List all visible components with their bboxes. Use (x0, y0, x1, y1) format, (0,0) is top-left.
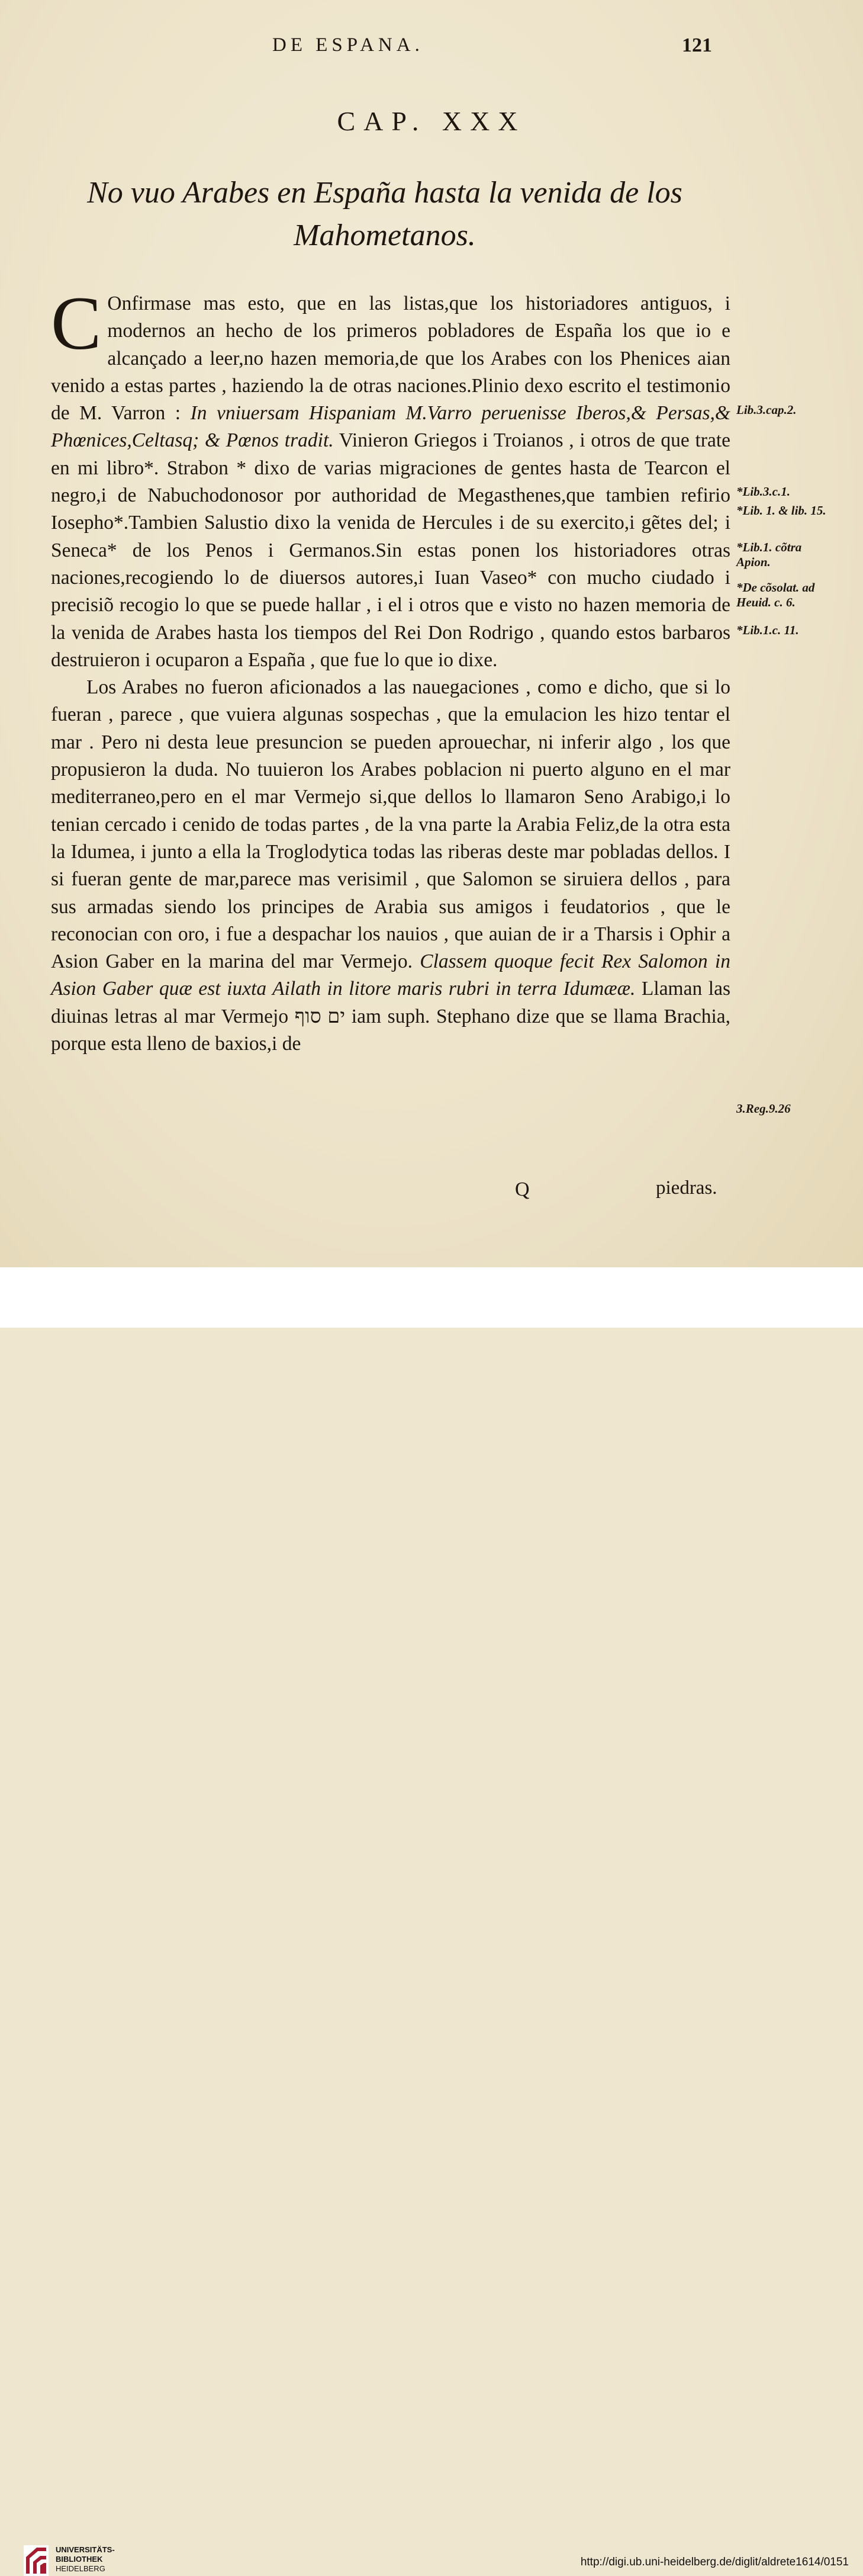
drop-cap: C (51, 281, 102, 365)
heading-line-1: No vuo Arabes en España hasta la venida de los (87, 176, 682, 210)
footer-bar (0, 1267, 863, 2573)
latin-quote-reg: Classem quoque fecit Rex Salomon in Asion Gaber quæ est iuxta Ailath in litore maris rubri in terra Idumææ. (51, 950, 730, 1000)
paragraph-1 (51, 281, 730, 674)
catch-mark: Q (515, 1178, 530, 1200)
margin-note: *Lib. 1. & lib. 15. (736, 503, 826, 518)
margin-note: *Lib.1.c. 11. (736, 623, 799, 637)
body-text (51, 281, 730, 1058)
hebrew-text: ים סוף (294, 1005, 346, 1027)
page-number: 121 (682, 34, 712, 56)
library-name-line-1: UNIVERSITÄTS- (56, 2545, 115, 2554)
paragraph-2-text-c: iam suph. Stephano dize que se llama Brachia, porque esta lleno de baxios,i de (51, 1005, 730, 1055)
margin-note: *Lib.1. cõtra Apion. (736, 540, 802, 569)
book-page (0, 0, 863, 1267)
margin-note: Lib.3.cap.2. (736, 403, 797, 417)
library-logo-icon (24, 2545, 49, 2576)
latin-quote-plinio: In vniuersam Hispaniam M.Varro peruenisse Iberos,& Persas,& Phœnices,Celtasq; & Pœnos tradit. (51, 402, 730, 452)
chapter-title: CAP. XXX (337, 106, 526, 136)
paragraph-2-text-b: Llaman las diuinas letras al mar Vermejo (51, 978, 730, 1027)
library-name-line-3: HEIDELBERG (56, 2564, 105, 2573)
library-name (56, 2545, 115, 2574)
chapter-heading (30, 172, 740, 257)
heading-line-2: Mahometanos. (294, 219, 476, 252)
running-title: DE ESPANA. (272, 34, 424, 56)
source-url-link[interactable]: http://digi.ub.uni-heidelberg.de/diglit/aldrete1614/0151 (580, 2556, 849, 2568)
paragraph-1-text-b: Vinieron Griegos i Troianos , i otros de que trate en mi libro*. Strabon * dixo de varias migraciones de gentes hasta de Tearcon el negro,i de Nabuchodonosor por authoridad de Megasthenes,que tambien refirio Iosepho*.Tambien Salustio dixo la venida de Hercules i de su exercito,i gẽtes del; i Seneca* de los Penos i Germanos.Sin estas ponen los historiadores otras naciones,recogiendo lo de diuersos autores,i Iuan Vaseo* con mucho ciudado i precisiõ recogio lo que se puede hallar , i el i otros que e visto no hazen memoria de la venida de Arabes hasta los tiempos del Rei Don Rodrigo , quando estos barbaros destruieron i ocuparon a España , que fue lo que io dixe. (51, 429, 730, 671)
margin-note: 3.Reg.9.26 (736, 1101, 791, 1116)
margin-note: *Lib.3.c.1. (736, 484, 790, 499)
paragraph-2 (51, 674, 730, 1058)
catchword: piedras. (656, 1177, 717, 1199)
margin-note: *De cõsolat. ad Heuid. c. 6. (736, 580, 815, 609)
paragraph-1-text-a: Onfirmase mas esto, que en las listas,que los historiadores antiguos, i modernos an hecho de los primeros pobladores de España los que io e alcançado a leer,no hazen memoria,de que los Arabes con los Phenices aian venido a estas partes , haziendo la de otras naciones.Plinio dexo escrito el testimonio de M. Varron : (51, 293, 730, 425)
paragraph-2-text-a: Los Arabes no fueron aficionados a las nauegaciones , como e dicho, que si lo fueran , parece , que vuiera algunas sospechas , que la emulacion les hizo tentar el mar . Pero ni desta leue presuncion se pueden aprouechar, ni inferir algo , los que propusieron la duda. No tuuieron los Arabes poblacion ni puerto alguno en el mar mediterraneo,pero en el mar Vermejo si,que dellos lo llamaron Seno Arabigo,i lo tenian cercado i cenido de todas partes , de la vna parte la Arabia Feliz,de la otra esta la Idumea, i junto a ella la Troglodytica todas las riberas deste mar pobladas dellos. I si fueran gente de mar,parece mas verisimil , que Salomon se siruiera dellos , para sus armadas siendo los principes de Arabia sus amigos i feudatorios , que le reconocian con oro, i fue a despachar los nauios , que auian de ir a Tharsis i Ophir a Asion Gaber en la marina del mar Vermejo. (51, 676, 730, 973)
library-name-line-2: BIBLIOTHEK (56, 2555, 103, 2564)
running-head (0, 34, 863, 64)
